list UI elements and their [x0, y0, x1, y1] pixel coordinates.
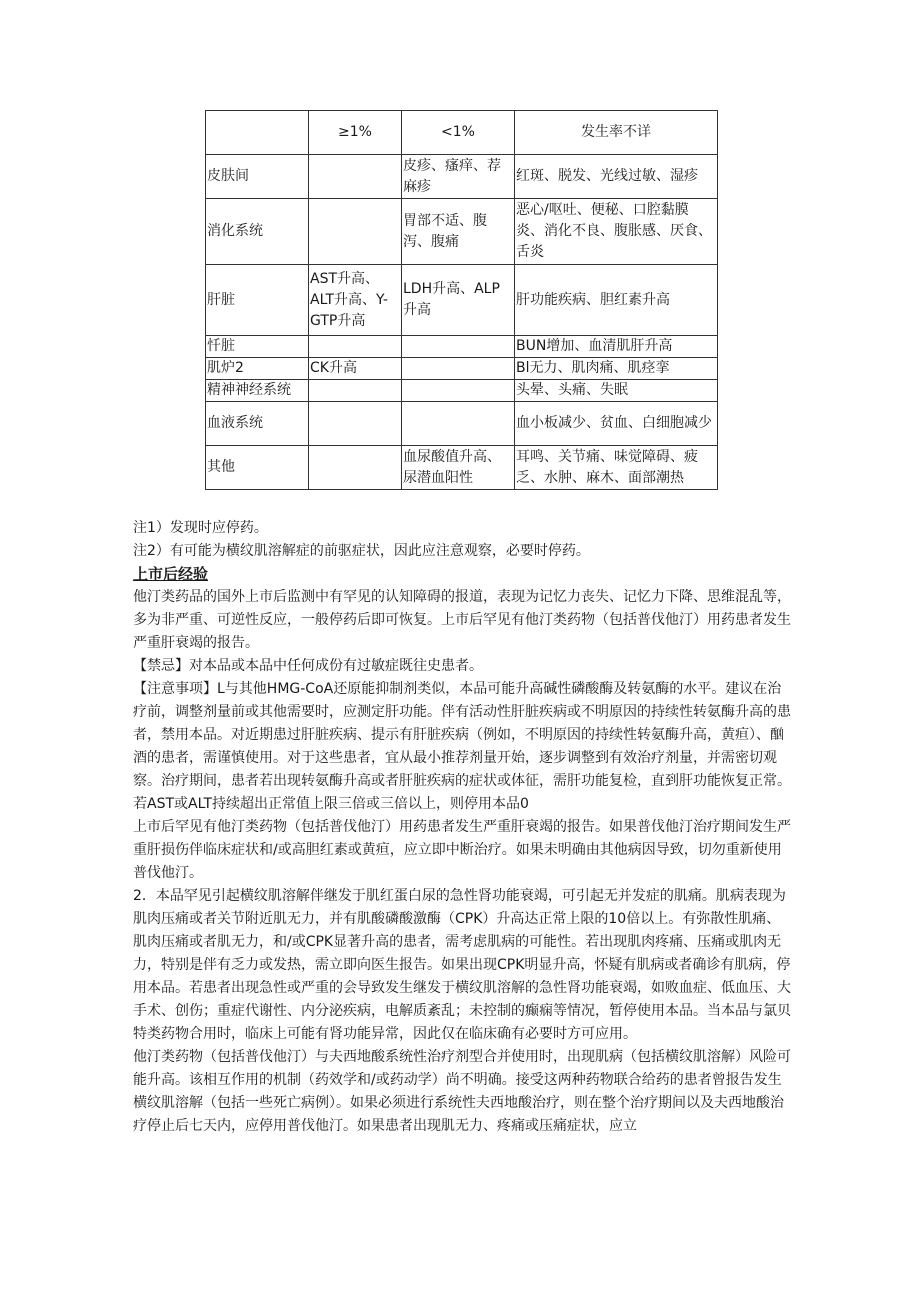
table-cell: BUN增加、血清肌肝升高	[515, 336, 718, 358]
table-cell: 忏脏	[206, 336, 309, 358]
table-cell: 恶心/呕吐、便秘、口腔黏膜炎、消化不良、腹胀感、厌食、舌炎	[515, 199, 718, 265]
table-cell: 消化系统	[206, 199, 309, 265]
table-cell: 胃部不适、腹泻、腹痛	[402, 199, 515, 265]
table-row	[206, 155, 718, 199]
table-row	[206, 380, 718, 402]
table-cell: 血小板减少、贫血、白细胞减少	[515, 402, 718, 446]
header-cell	[206, 111, 309, 155]
table-cell	[402, 336, 515, 358]
table-cell	[309, 336, 402, 358]
table-cell: LDH升高、ALP升高	[402, 265, 515, 336]
table-cell: 头晕、头痛、失眠	[515, 380, 718, 402]
paragraph-rhabdomyolysis: 2．本品罕见引起横纹肌溶解伴继发于肌红蛋白尿的急性肾功能衰竭，可引起无并发症的肌痛。肌病表现为肌肉压痛或者关节附近肌无力，并有肌酸磷酸激酶（CPK）升高达正常上限的10倍以上。有弥散性肌痛、肌肉压痛或者肌无力，和/或CPK显著升高的患者，需考虑肌病的可能性。若出现肌肉疼痛、压痛或肌肉无力，特别是伴有乏力或发热，需立即向医生报告。如果出现CPK明显升高，怀疑有肌病或者确诊有肌病，停用本品。若患者出现急性或严重的会导致发生继发于横纹肌溶解的急性肾功能衰竭，如败血症、低血压、大手术、创伤；重症代谢性、内分泌疾病，电解质紊乱；未控制的癫痫等情况，暂停使用本品。当本品与氯贝特类药物合用时，临床上可能有肾功能异常，因此仅在临床确有必要时方可应用。	[133, 888, 791, 1042]
table-row	[206, 402, 718, 446]
table-cell: AST升高、ALT升高、Y-GTP升高	[309, 265, 402, 336]
adverse-reaction-table	[205, 110, 718, 490]
table-cell	[402, 358, 515, 380]
table-row	[206, 446, 718, 490]
table-cell	[402, 402, 515, 446]
table-cell: 其他	[206, 446, 309, 490]
table-cell	[309, 380, 402, 402]
table-cell: 皮肤间	[206, 155, 309, 199]
table-cell: 肝脏	[206, 265, 309, 336]
footnote-2: 注2）有可能为横纹肌溶解症的前驱症状，因此应注意观察，必要时停药。	[133, 543, 590, 559]
table-cell: CK升高	[309, 358, 402, 380]
table-header-row	[206, 111, 718, 155]
table-row	[206, 358, 718, 380]
table-cell: 肌炉2	[206, 358, 309, 380]
table-cell	[402, 380, 515, 402]
paragraph-liver-failure: 上市后罕见有他汀类药物（包括普伐他汀）用药患者发生严重肝衰竭的报告。如果普伐他汀治疗期间发生严重肝损伤伴临床症状和/或高胆红素或黄疸，应立即中断治疗。如果未明确由其他病因导致，切勿重新使用普伐他汀。	[133, 819, 791, 881]
table-row	[206, 265, 718, 336]
paragraph-precautions: 【注意事项】L与其他HMG-CoA还原能抑制剂类似，本品可能升高碱性磷酸酶及转氨酶的水平。建议在治疗前，调整剂量前或其他需要时，应测定肝功能。伴有活动性肝脏疾病或不明原因的持续性转氨酶升高的患者，禁用本品。对近期患过肝脏疾病、提示有肝脏疾病（例如，不明原因的持续性转氨酶升高，黄疸）、酗酒的患者，需谨慎使用。对于这些患者，宜从最小推荐剂量开始，逐步调整到有效治疗剂量，并需密切观察。治疗期间，患者若出现转氨酶升高或者肝脏疾病的症状或体征，需肝功能复检，直到肝功能恢复正常。若AST或ALT持续超出正常值上限三倍或三倍以上，则停用本品0	[133, 681, 791, 812]
table-cell	[309, 446, 402, 490]
table-row	[206, 199, 718, 265]
header-cell-lt1: <1%	[402, 111, 515, 155]
table-cell: 血液系统	[206, 402, 309, 446]
table-cell: 血尿酸值升高、尿潜血阳性	[402, 446, 515, 490]
table-cell: 皮疹、瘙痒、荐麻疹	[402, 155, 515, 199]
table-row	[206, 336, 718, 358]
table-cell: 肝功能疾病、胆红素升高	[515, 265, 718, 336]
table-cell: 红斑、脱发、光线过敏、湿疹	[515, 155, 718, 199]
header-cell-ge1: ≥1%	[309, 111, 402, 155]
header-cell-unknown: 发生率不详	[515, 111, 718, 155]
table-cell	[309, 155, 402, 199]
document-body	[133, 517, 793, 1138]
footnote-1: 注1）发现时应停药。	[133, 520, 268, 536]
table-cell	[309, 402, 402, 446]
paragraph-postmarket: 他汀类药品的国外上市后监测中有罕见的认知障碍的报道，表现为记忆力丧失、记忆力下降、思维混乱等，多为非严重、可逆性反应，一般停药后即可恢复。上市后罕见有他汀类药物（包括普伐他汀）用药患者发生严重肝衰竭的报告。	[133, 589, 791, 651]
table-cell: 耳鸣、关节痛、味觉障碍、疲乏、水肿、麻木、面部潮热	[515, 446, 718, 490]
section-heading: 上市后经验	[133, 565, 209, 583]
paragraph-contraindications: 【禁忌】对本品或本品中任何成份有过敏症既往史患者。	[133, 658, 483, 674]
table-cell	[309, 199, 402, 265]
table-cell: 精神神经系统	[206, 380, 309, 402]
paragraph-fusidic-acid: 他汀类药物（包括普伐他汀）与夫西地酸系统性治疗剂型合并使用时，出现肌病（包括横纹肌溶解）风险可能升高。该相互作用的机制（药效学和/或药动学）尚不明确。接受这两种药物联合给药的患者曾报告发生横纹肌溶解（包括一些死亡病例）。如果必须进行系统性夫西地酸治疗，则在整个治疗期间以及夫西地酸治疗停止后七天内，应停用普伐他汀。如果患者出现肌无力、疼痛或压痛症状，应立	[133, 1049, 791, 1134]
table-cell: Bl无力、肌肉痛、肌痉挛	[515, 358, 718, 380]
